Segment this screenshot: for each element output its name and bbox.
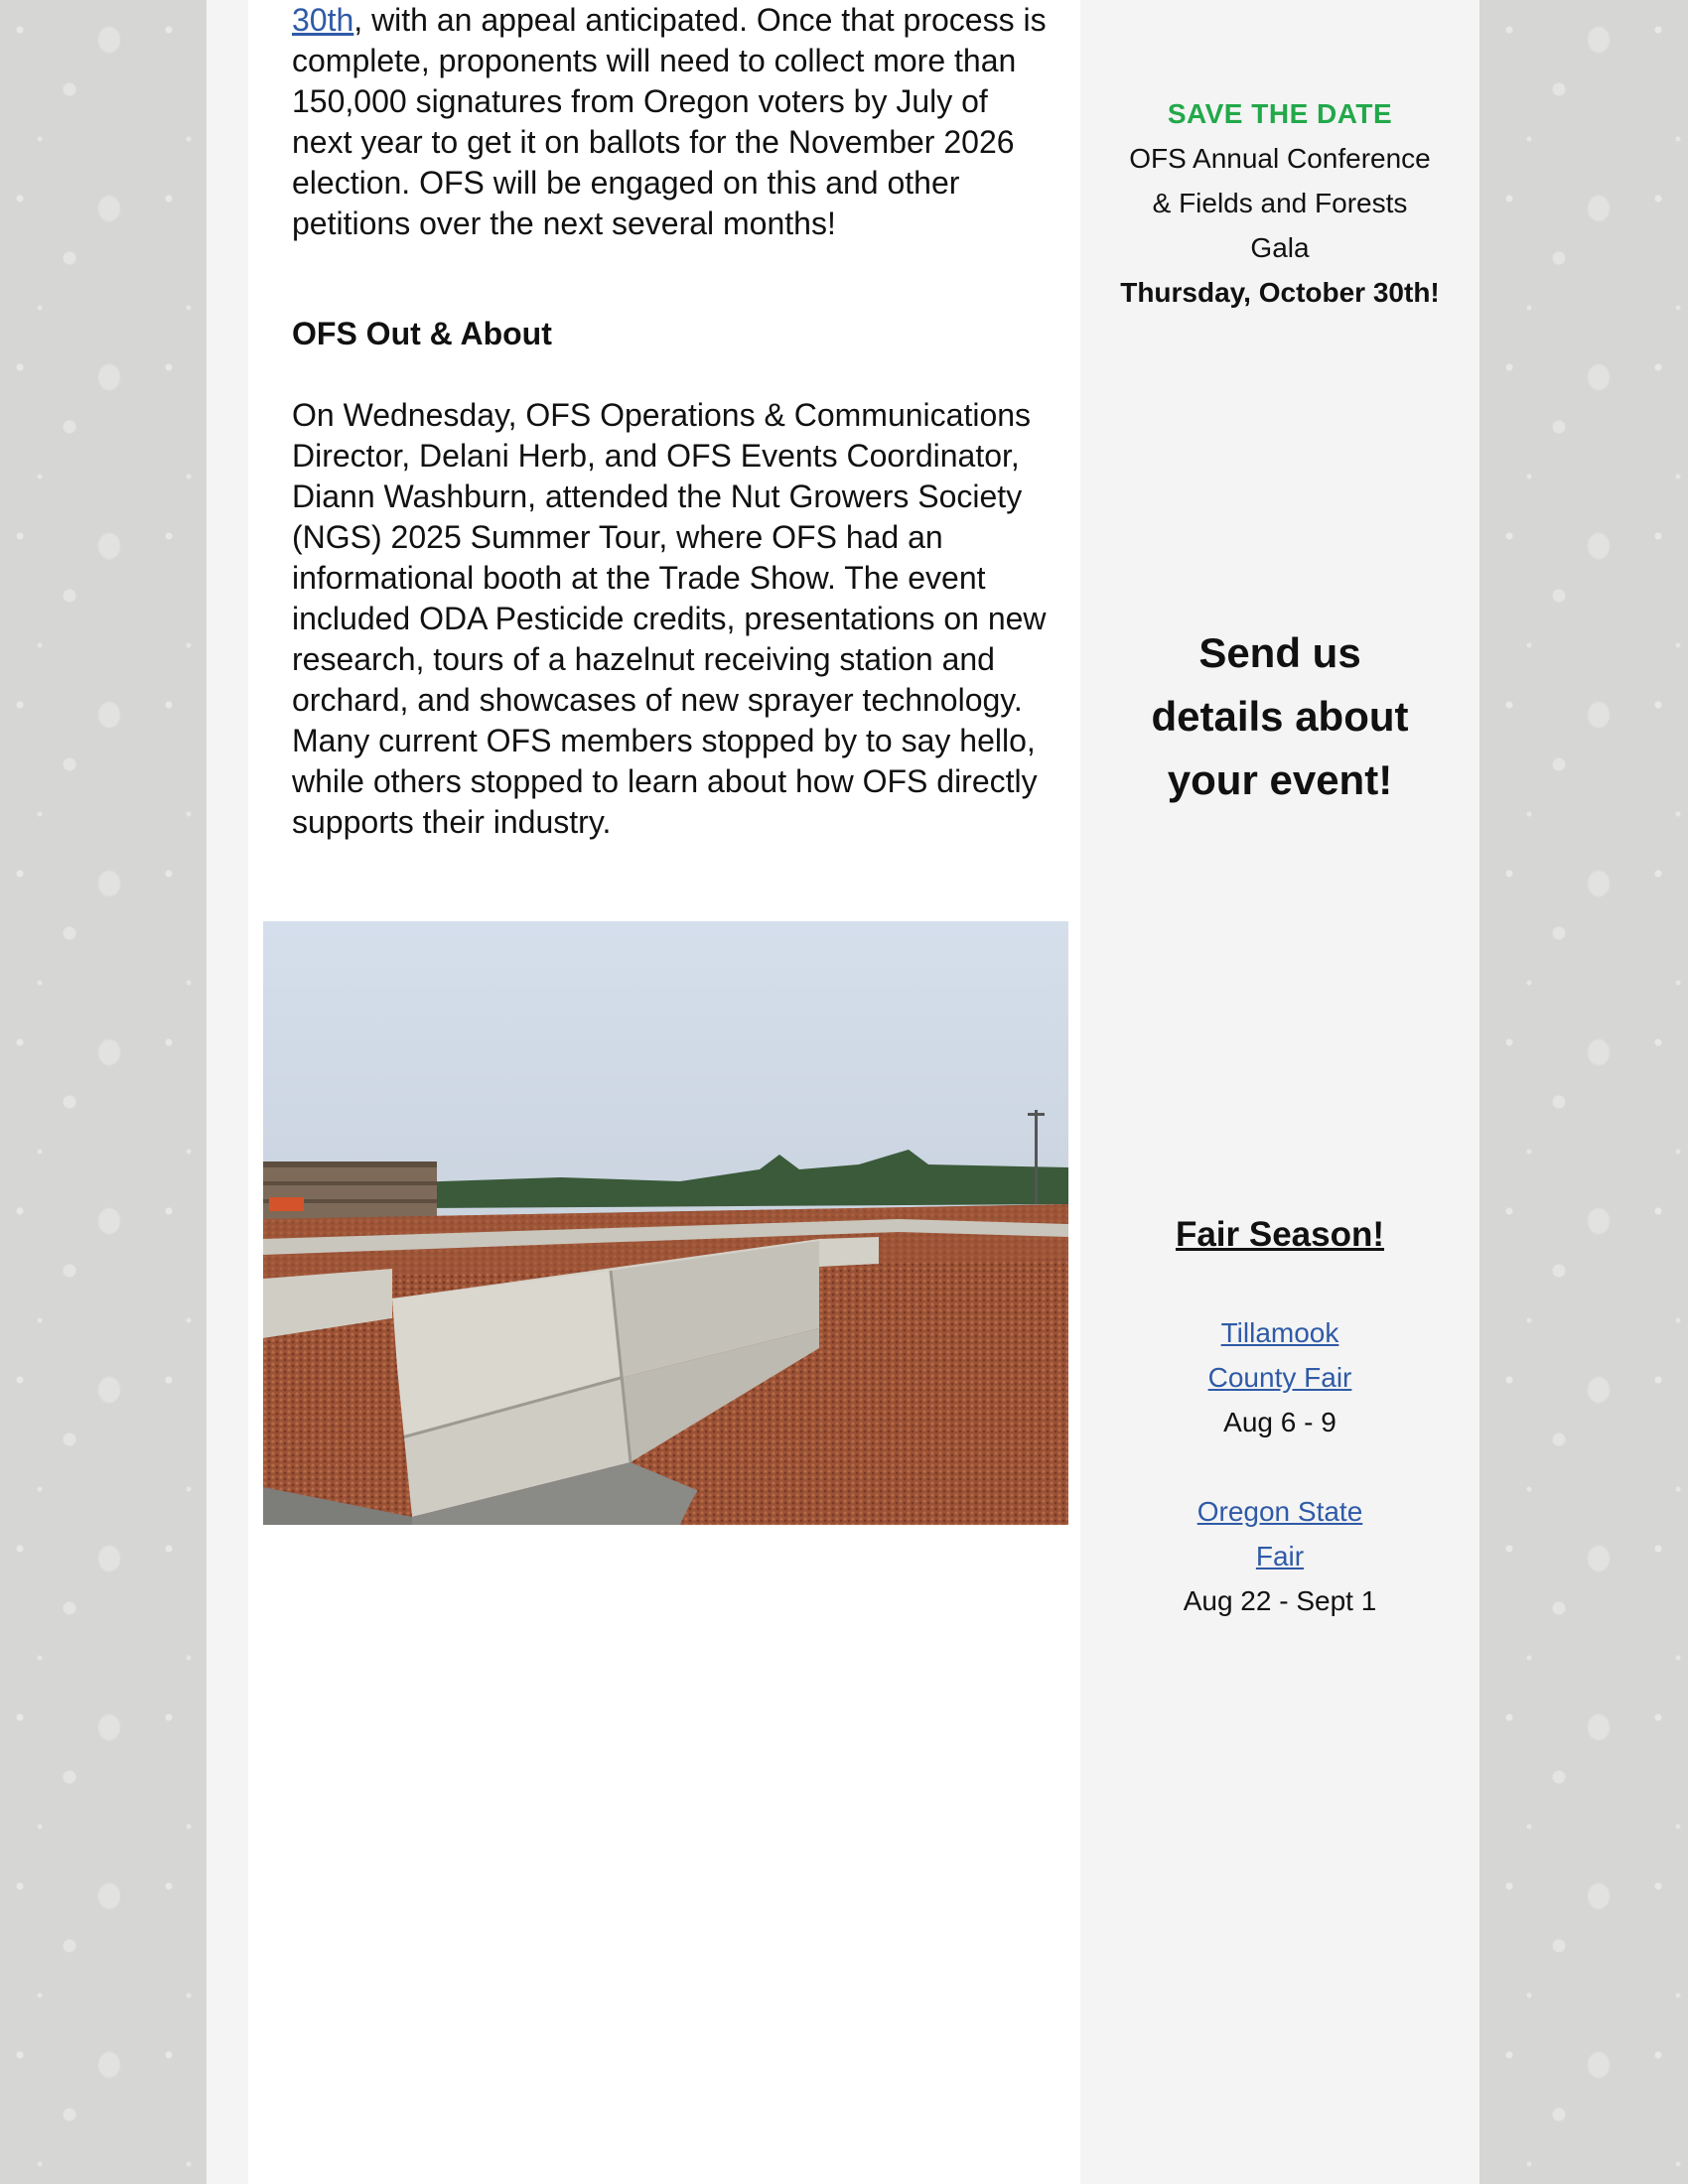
save-the-date-block — [1080, 91, 1479, 315]
out-about-paragraph: On Wednesday, OFS Operations & Communications Director, Delani Herb, and OFS Events Coordinator, Diann Washburn, attended the Nut Growers Society (NGS) 2025 Summer Tour, where OFS had an informational booth at the Trade Show. The event included ODA Pesticide credits, presentations on new research, tours of a hazelnut receiving station and orchard, and showcases of new sprayer technology. Many current OFS members stopped by to say hello, while others stopped to learn about how OFS directly supports their industry. — [292, 397, 1047, 840]
event-name: OFS Annual Conference & Fields and Forests Gala — [1129, 143, 1431, 263]
fair-dates-oregon-state: Aug 22 - Sept 1 — [1183, 1585, 1377, 1616]
fair-list — [1080, 1310, 1479, 1623]
send-details-callout: Send us details about your event! — [1151, 629, 1409, 803]
date-link[interactable]: 30th — [292, 2, 354, 38]
fair-link-tillamook[interactable]: Tillamook County Fair — [1207, 1317, 1352, 1393]
hazelnut-station-photo — [263, 921, 1068, 1525]
fair-season-heading: Fair Season! — [1175, 1215, 1385, 1254]
left-margin-strip — [207, 0, 248, 2184]
petition-paragraph — [292, 0, 1047, 244]
section-heading: OFS Out & About — [292, 316, 552, 351]
fair-link-oregon-state[interactable]: Oregon State Fair — [1196, 1496, 1363, 1571]
event-date: Thursday, October 30th! — [1120, 277, 1440, 308]
fair-dates-tillamook: Aug 6 - 9 — [1223, 1407, 1336, 1437]
petition-paragraph-text: , with an appeal anticipated. Once that process is complete, proponents will need to collect more than 150,000 signatures from Oregon voters by July of next year to get it on ballots for the November 2026 election. OFS will be engaged on this and other petitions over the next several months! — [292, 2, 1047, 241]
sidebar-column — [1080, 0, 1479, 2184]
save-the-date-label: SAVE THE DATE — [1167, 98, 1393, 129]
